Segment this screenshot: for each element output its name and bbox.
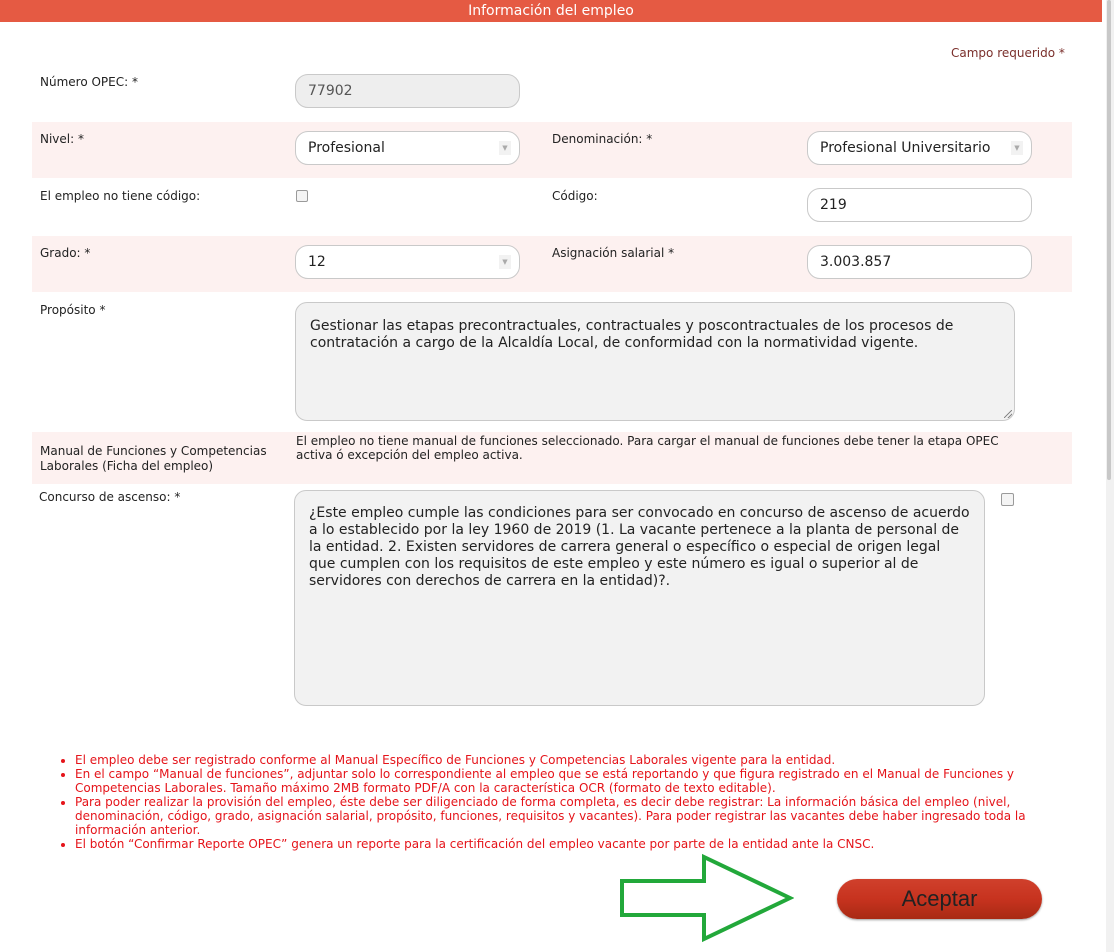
- proposito-textarea[interactable]: [295, 302, 1015, 421]
- no-codigo-checkbox[interactable]: [296, 190, 308, 202]
- asignacion-label: Asignación salarial *: [552, 246, 675, 260]
- note-item: • El botón “Confirmar Reporte OPEC” genera un reporte para la certificación del empleo vacante por parte de la entidad ante la CNSC.: [75, 837, 1085, 851]
- concurso-checkbox[interactable]: [1001, 493, 1014, 506]
- grado-select[interactable]: [295, 245, 520, 279]
- dropdown-arrow-icon: ▼: [1011, 141, 1023, 155]
- nivel-select[interactable]: [295, 131, 520, 165]
- nivel-label: Nivel: *: [40, 132, 84, 146]
- asignacion-input[interactable]: [807, 245, 1032, 279]
- right-arrow-icon: [618, 853, 794, 943]
- proposito-value: Gestionar las etapas precontractuales, contractuales y poscontractuales de los procesos de contratación a cargo de la Alcaldía Local, de conformidad con la normatividad vigente.: [310, 318, 954, 351]
- manual-message: El empleo no tiene manual de funciones seleccionado. Para cargar el manual de funciones debe tener la etapa OPEC activa ó excepción del empleo activa.: [296, 434, 999, 462]
- concurso-value: ¿Este empleo cumple las condiciones para ser convocado en concurso de ascenso de acuerdo a lo establecido por la ley 1960 de 2019 (1. La vacante pertenece a la planta de personal de la entidad. 2. Existen servidores de carrera general o específico o especial de origen legal que cumplen con los requisitos de este empleo y este número es igual o superior al de servidores con derechos de carrera en la entidad)?.: [309, 505, 970, 589]
- opec-field[interactable]: [295, 74, 520, 108]
- accept-button[interactable]: Aceptar: [837, 879, 1042, 919]
- scrollbar-thumb[interactable]: [1107, 0, 1111, 480]
- asignacion-value: 3.003.857: [820, 254, 892, 270]
- opec-value: 77902: [308, 83, 353, 99]
- section-header: [0, 0, 1102, 22]
- no-codigo-label: El empleo no tiene código:: [40, 189, 201, 203]
- denominacion-label: Denominación: *: [552, 132, 653, 146]
- resize-handle-icon[interactable]: [1004, 410, 1012, 418]
- note-item: • En el campo “Manual de funciones”, adjuntar solo lo correspondiente al empleo que se está reportando y que figura registrado en el Manual de Funciones y Competencias Laborales. Tamaño máximo 2MB formato PDF/A con la característica OCR (formato de texto editable).: [75, 767, 1085, 795]
- codigo-label: Código:: [552, 189, 598, 203]
- proposito-label: Propósito *: [40, 303, 106, 317]
- denominacion-select[interactable]: [807, 131, 1032, 165]
- notes-list: [58, 753, 1085, 851]
- opec-label: Número OPEC: *: [40, 75, 138, 89]
- grado-label: Grado: *: [40, 246, 91, 260]
- section-title: Información del empleo: [468, 3, 634, 19]
- nivel-value: Profesional: [308, 140, 385, 156]
- dropdown-arrow-icon: ▼: [499, 141, 511, 155]
- codigo-input[interactable]: [807, 188, 1032, 222]
- grado-value: 12: [308, 254, 326, 270]
- note-item: • El empleo debe ser registrado conforme al Manual Específico de Funciones y Competencias Laborales vigente para la entidad.: [75, 753, 1085, 767]
- concurso-label: Concurso de ascenso: *: [39, 490, 181, 504]
- manual-label: Manual de Funciones y Competencias Laborales (Ficha del empleo): [40, 444, 267, 473]
- dropdown-arrow-icon: ▼: [499, 255, 511, 269]
- denominacion-value: Profesional Universitario: [820, 140, 991, 156]
- concurso-textarea[interactable]: [294, 490, 985, 706]
- codigo-value: 219: [820, 197, 847, 213]
- required-note: Campo requerido *: [951, 46, 1065, 60]
- note-item: • Para poder realizar la provisión del empleo, éste debe ser diligenciado de forma completa, es decir debe registrar: La información básica del empleo (nivel, denominación, código, grado, asignación salarial, propósito, funciones, requisitos y vacantes). Para poder registrar las vacantes debe haber ingresado toda la información anterior.: [75, 795, 1085, 837]
